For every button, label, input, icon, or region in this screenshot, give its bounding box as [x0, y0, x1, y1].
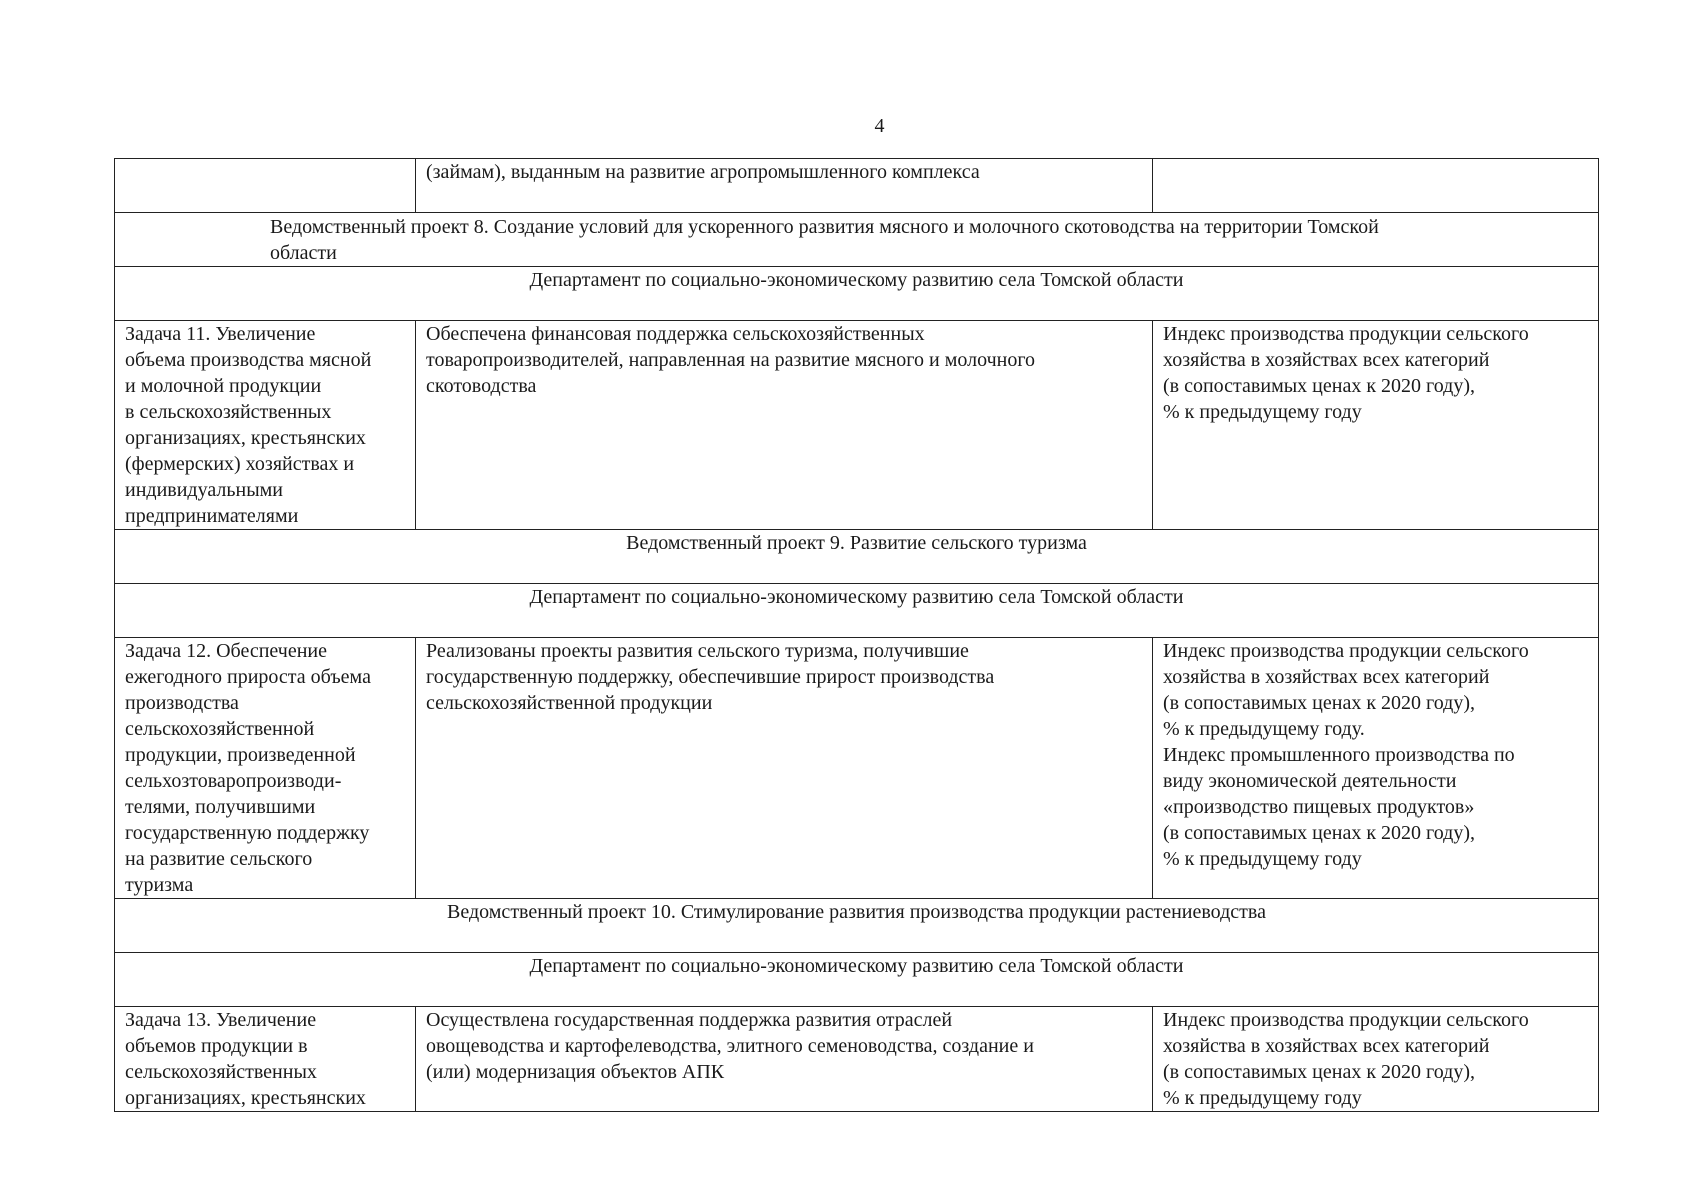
- project-title: Ведомственный проект 10. Стимулирование развития производства продукции растениеводства: [115, 899, 1599, 953]
- project-row: [115, 530, 1599, 584]
- project-row: [115, 899, 1599, 953]
- task-cell: Задача 12. Обеспечение ежегодного прироста объема производства сельскохозяйственной продукции, произведенной сельхозтоваропроизводи- телями, получившими государственную поддержку на развитие сельского туризма: [115, 638, 416, 899]
- indicator-cell: Индекс производства продукции сельского хозяйства в хозяйствах всех категорий (в сопоставимых ценах к 2020 году), % к предыдущему году: [1153, 321, 1599, 530]
- page-number: 4: [874, 115, 885, 137]
- table-row: [115, 159, 1599, 213]
- project-title: Ведомственный проект 8. Создание условий для ускоренного развития мясного и молочного скотоводства на территории Томской области: [115, 213, 1599, 267]
- left-cell: [115, 159, 416, 213]
- department-row: [115, 584, 1599, 638]
- result-cell: (займам), выданным на развитие агропромышленного комплекса: [416, 159, 1153, 213]
- department-title: Департамент по социально-экономическому развитию села Томской области: [115, 267, 1599, 321]
- task-row: [115, 321, 1599, 530]
- result-cell: Реализованы проекты развития сельского туризма, получившие государственную поддержку, обеспечившие прирост производства сельскохозяйственной продукции: [416, 638, 1153, 899]
- indicator-cell: [1153, 159, 1599, 213]
- project-title: Ведомственный проект 9. Развитие сельского туризма: [115, 530, 1599, 584]
- indicator-cell: Индекс производства продукции сельского хозяйства в хозяйствах всех категорий (в сопоставимых ценах к 2020 году), % к предыдущему году. Индекс промышленного производства по виду экономической деятельности «производство пищевых продуктов» (в сопоставимых ценах к 2020 году), % к предыдущему году: [1153, 638, 1599, 899]
- task-cell: Задача 11. Увеличение объема производства мясной и молочной продукции в сельскохозяйственных организациях, крестьянских (фермерских) хозяйствах и индивидуальными предпринимателями: [115, 321, 416, 530]
- indicator-cell: Индекс производства продукции сельского хозяйства в хозяйствах всех категорий (в сопоставимых ценах к 2020 году), % к предыдущему году: [1153, 1007, 1599, 1112]
- department-row: [115, 267, 1599, 321]
- department-row: [115, 953, 1599, 1007]
- department-title: Департамент по социально-экономическому развитию села Томской области: [115, 953, 1599, 1007]
- project-row: [115, 213, 1599, 267]
- task-row: [115, 1007, 1599, 1112]
- result-cell: Осуществлена государственная поддержка развития отраслей овощеводства и картофелеводства, элитного семеноводства, создание и (или) модернизация объектов АПК: [416, 1007, 1153, 1112]
- program-table: [114, 158, 1599, 1112]
- department-title: Департамент по социально-экономическому развитию села Томской области: [115, 584, 1599, 638]
- task-cell: Задача 13. Увеличение объемов продукции в сельскохозяйственных организациях, крестьянских: [115, 1007, 416, 1112]
- result-cell: Обеспечена финансовая поддержка сельскохозяйственных товаропроизводителей, направленная на развитие мясного и молочного скотоводства: [416, 321, 1153, 530]
- task-row: [115, 638, 1599, 899]
